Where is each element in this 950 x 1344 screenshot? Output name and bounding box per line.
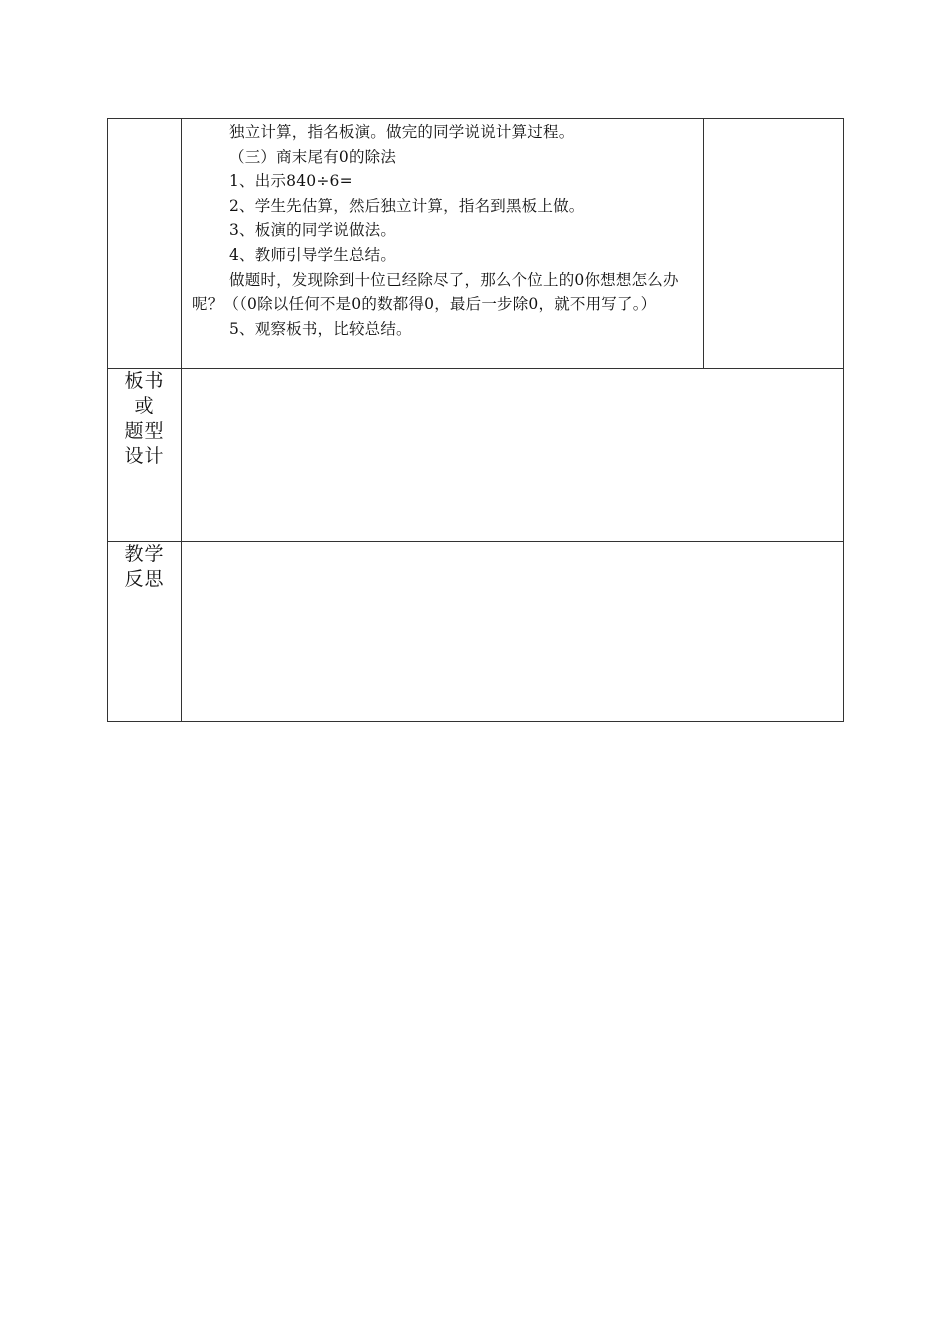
process-line: 独立计算，指名板演。做完的同学说说计算过程。 xyxy=(229,123,575,141)
process-label-cell xyxy=(108,119,182,369)
reflection-row xyxy=(108,542,844,722)
process-line: 3、板演的同学说做法。 xyxy=(229,221,397,240)
label-line: 或 xyxy=(134,395,155,417)
process-content-cell xyxy=(182,119,704,369)
process-content xyxy=(182,119,703,341)
process-paragraph: 做题时，发现除到十位已经除尽了，那么个位上的0你想想怎么办呢？（（0除以任何不是0的数都得0，最后一步除0，就不用写了。） xyxy=(192,270,679,314)
label-line: 板书 xyxy=(124,370,165,392)
board-design-content-cell xyxy=(182,369,844,542)
board-design-label-cell xyxy=(108,369,182,542)
process-line: 1、出示840÷6= xyxy=(229,172,353,191)
reflection-label-cell xyxy=(108,542,182,722)
label-line: 反思 xyxy=(124,568,165,590)
label-line: 设计 xyxy=(124,445,165,467)
board-design-label xyxy=(121,369,169,469)
label-line: 题型 xyxy=(124,420,165,442)
process-line: 2、学生先估算，然后独立计算，指名到黑板上做。 xyxy=(229,196,585,215)
board-design-row xyxy=(108,369,844,542)
reflection-content-cell xyxy=(182,542,844,722)
teaching-process-row xyxy=(108,119,844,369)
process-line: 4、教师引导学生总结。 xyxy=(229,245,397,264)
label-line: 教学 xyxy=(124,543,165,565)
process-line: 5、观察板书，比较总结。 xyxy=(229,319,412,338)
reflection-label xyxy=(121,542,169,592)
section-heading: （三）商末尾有0的除法 xyxy=(229,147,397,166)
lesson-plan-table xyxy=(107,118,844,722)
process-notes-cell xyxy=(704,119,844,369)
